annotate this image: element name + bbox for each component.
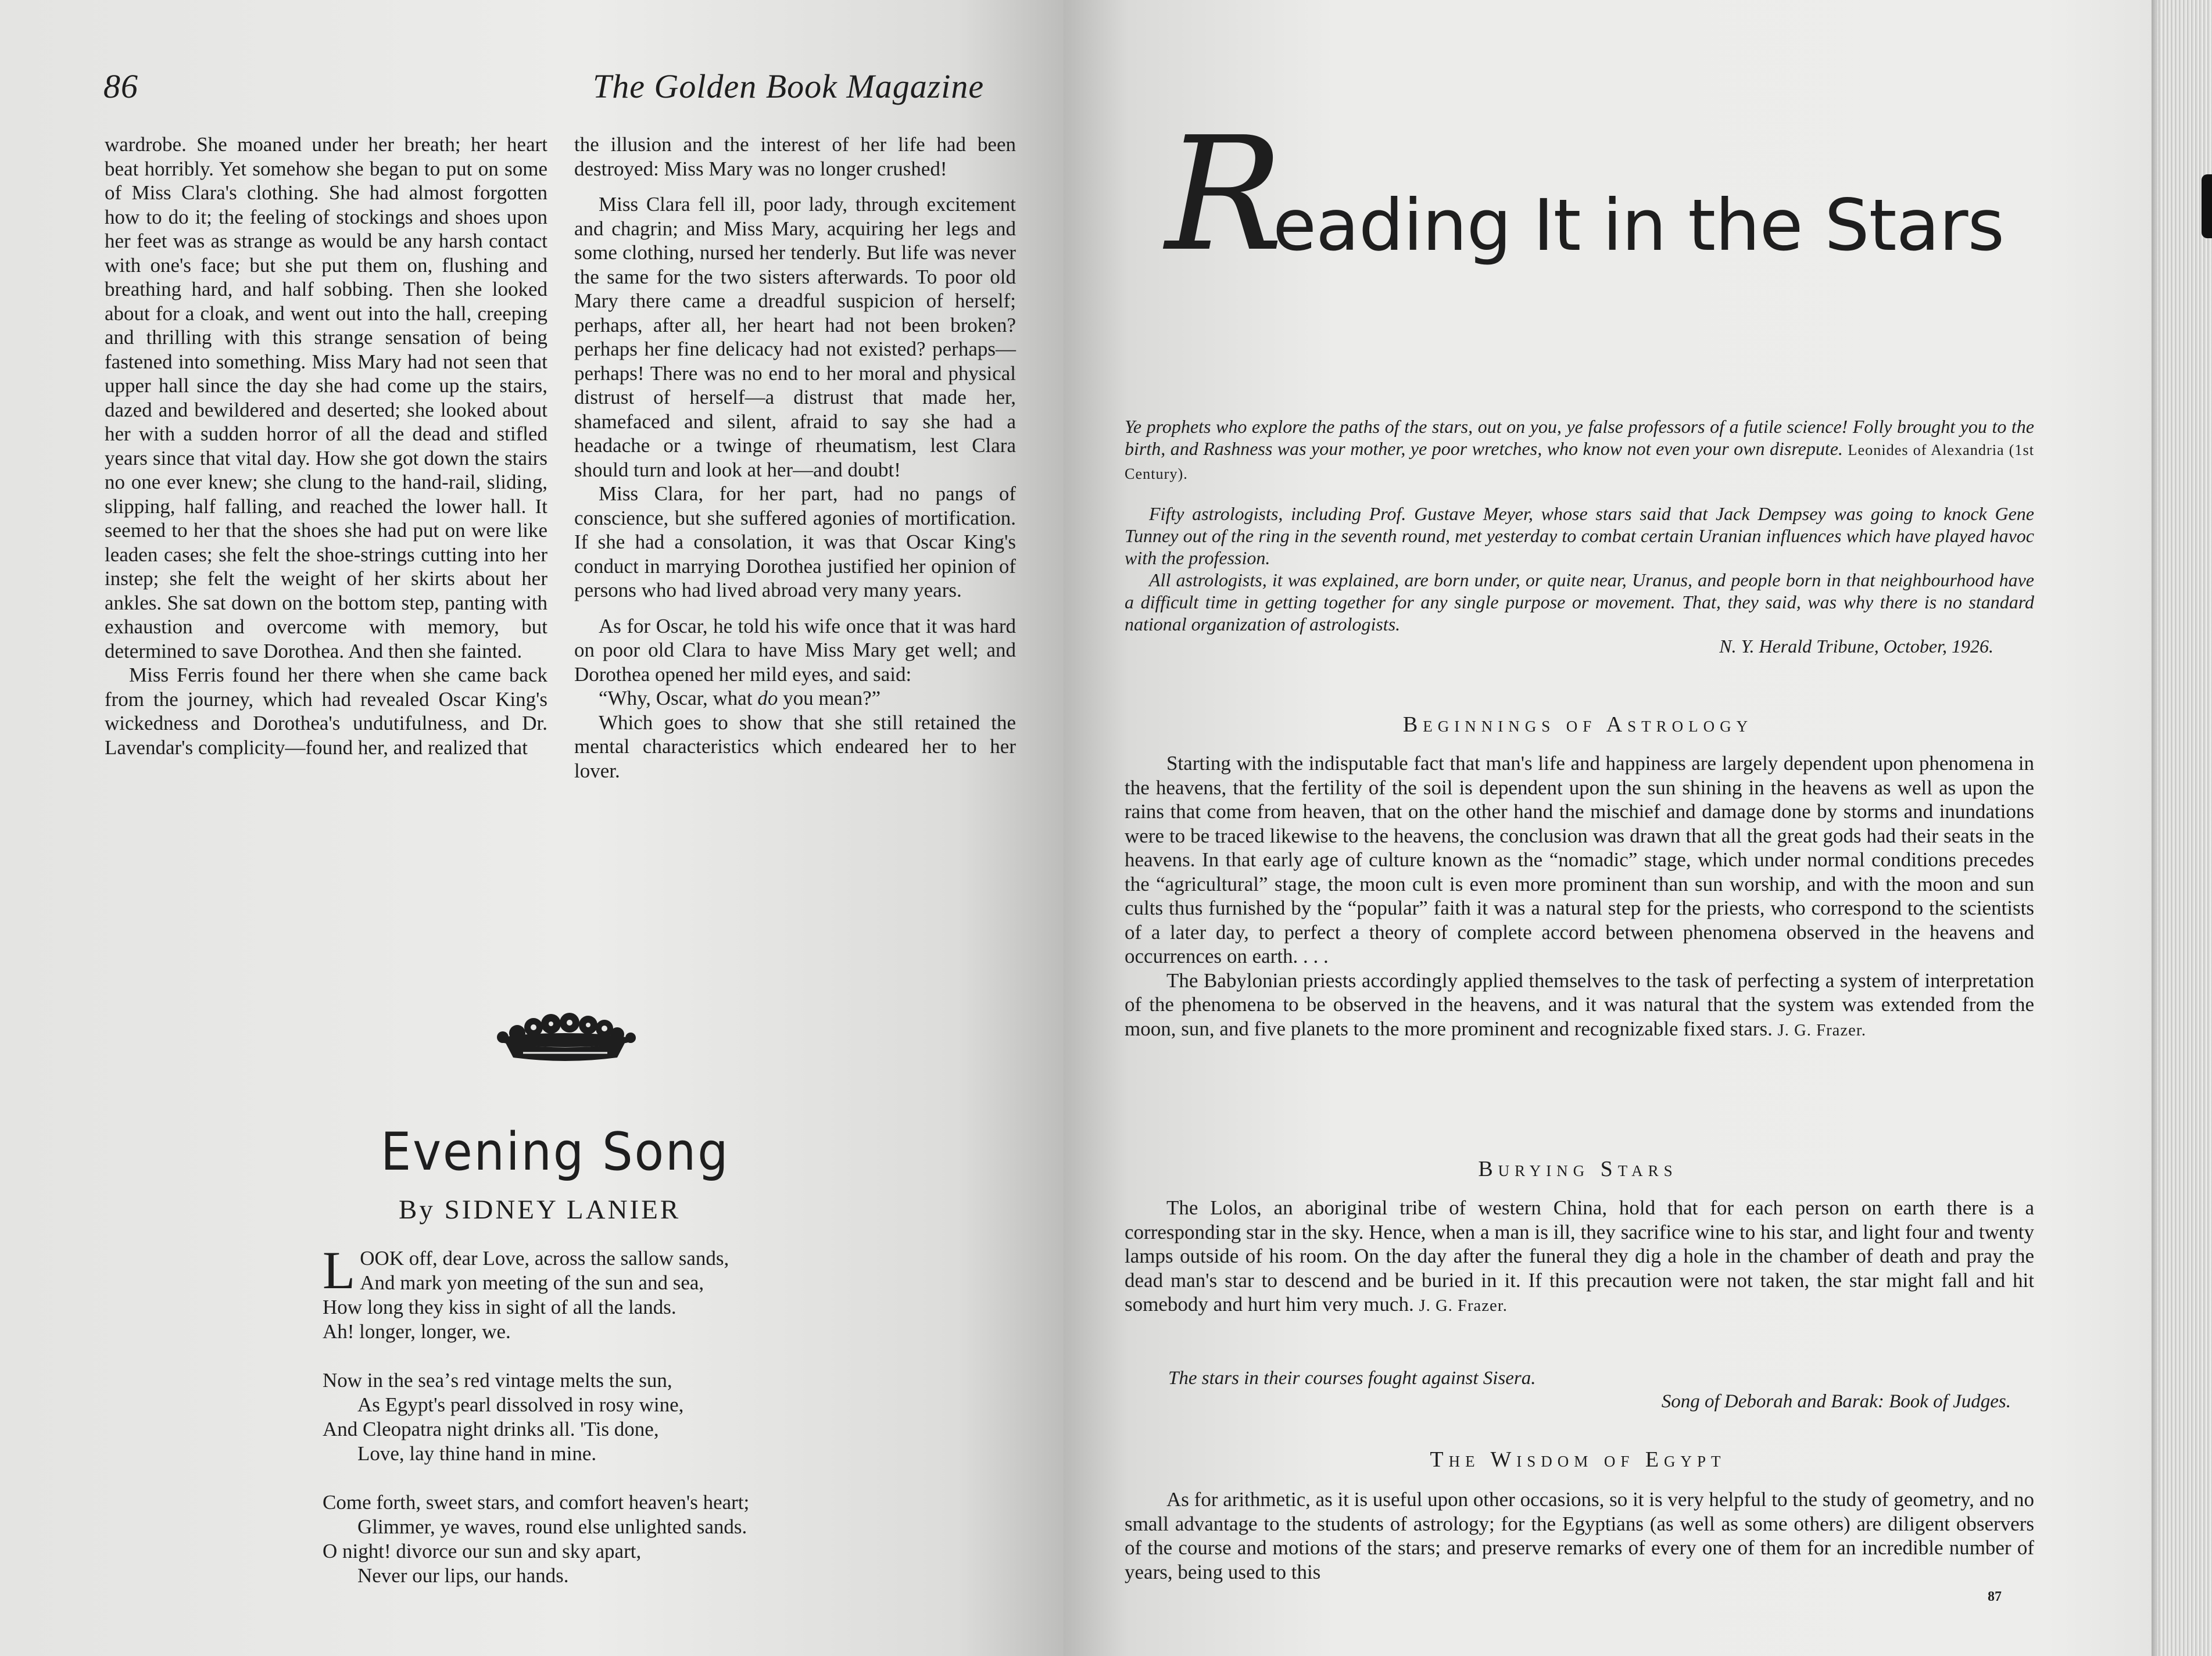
- poem-line: Ah! longer, longer, we.: [323, 1320, 511, 1343]
- right-folio: 87: [1988, 1589, 2002, 1604]
- page-edges: [2156, 0, 2212, 1656]
- body-paragraph: As for arithmetic, as it is useful upon other occasions, so it is very helpful to the study of geometry, and no small advantage to the students of astrology; for the Egyptians (as well as some others) are diligent observers of the course and motions of the stars; and preserve remarks of every one of them for an incredible number of years, being used to this: [1125, 1488, 2034, 1583]
- poem-line: O night! divorce our sun and sky apart,: [323, 1540, 642, 1562]
- body-text: The Lolos, an aboriginal tribe of western China, hold that for each person on earth there is a corresponding star in the sky. Hence, when a man is ill, they sacrifice wine to his star, and light four and twenty lamps outside of his room. On the day after the funeral they dig a hole in the chamber of death and pray the dead man's star to descend and be buried in it. If this precaution were not taken, the star might fall and hit somebody and hurt him very much.: [1125, 1196, 2034, 1316]
- edge-shadow: [2152, 0, 2160, 1656]
- quote-text: The stars in their courses fought against Sisera.: [1168, 1368, 1536, 1389]
- poem-line: Never our lips, our hands.: [357, 1564, 569, 1587]
- dialogue-text: “Why, Oscar, what: [599, 687, 758, 709]
- running-head: The Golden Book Magazine: [593, 67, 985, 105]
- story-column-a: [105, 132, 547, 759]
- title-text: eading It in the Stars: [1273, 184, 2005, 267]
- story-paragraph: Miss Clara fell ill, poor lady, through excitement and chagrin; and Miss Mary, acquiring her legs and some clothing, nursed her tenderly. But life was never the same for the two sisters afterwards. To poor old Mary there came a dreadful suspicion of herself; perhaps, after all, her heart had not been broken? perhaps her fine delicacy had not existed? perhaps—perhaps! There was no end to her moral and physical distrust of herself—a distrust that made her, shamefaced and silent, afraid to say she had a headache or a twinge of rheumatism, lest Clara should turn and look at her—and doubt!: [574, 193, 1016, 481]
- story-paragraph: wardrobe. She moaned under her breath; her heart beat horribly. Yet somehow she began to put on some of Miss Clara's clothing. She had almost forgotten how to do it; the feeling of stockings and shoes upon her feet was as strange as would be any harsh contact with one's face; but she put them on, flushing and breathing hard, and half sobbing. Then she looked about for a cloak, and went out into the hall, creeping and thrilling with this strange sensation of being fastened into something. Miss Mary had not seen that upper hall since the day she had come up the stairs, dazed and bewildered and deserted; she looked about her with a sudden horror of all the dead and stifled years since that vital day. How she got down the stairs no one ever knew; she clung to the hand-rail, sliding, slipping, half falling, and reached the lower hall. It seemed to her that the shoes she had put on were like leaden cases; she felt the shoe-strings cutting into her instep; she felt the weight of her skirts about her ankles. She sat down on the bottom step, panting with exhaustion and overcome with memory, but determined to save Dorothea. And then she fainted.: [105, 133, 547, 662]
- poem-line: As Egypt's pearl dissolved in rosy wine,: [357, 1393, 684, 1416]
- poem-stanza: [323, 1368, 749, 1466]
- section-body: [1125, 1196, 2034, 1318]
- section-heading-text: The Wisdom of Egypt: [1430, 1447, 1726, 1472]
- epigraph-text: All astrologists, it was explained, are born under, or quite near, Uranus, and people born in that neighbourhood have a difficult time in getting together for any single purpose or movement. That, they said, was why there is no standard national organization of astrologists.: [1125, 569, 2034, 635]
- poem-stanza: [323, 1241, 749, 1344]
- poem-line: OOK off, dear Love, across the sallow sands,: [360, 1247, 729, 1270]
- left-page: [0, 0, 1064, 1656]
- source-attribution: J. G. Frazer.: [1777, 1020, 1866, 1040]
- dialogue-emphasis: do: [757, 687, 778, 709]
- judges-quote: [1168, 1367, 2028, 1413]
- dialogue-line: [574, 686, 1016, 711]
- body-paragraph: Starting with the indisputable fact that man's life and happiness are largely dependent upon phenomena in the heavens, that the fertility of the soil is dependent upon the sun shining in the heavens as well as upon the rains that come from heaven, that on the other hand the mischief and damage done by storms and inundations were to be traced likewise to the heavens, the conclusion was drawn that all the great gods had their seats in the heavens. In that early age of culture known as the “nomadic” stage, which under normal conditions precedes the “agricultural” stage, the moon cult is even more prominent than sun worship, and with the moon and sun cults thus furnished by the “popular” faith it was a natural step for the priests, who correspond to the scientists of a later day, to perfect a theory of complete accord between phenomena observed in the heavens and occurrences on earth. . . .: [1125, 752, 2034, 967]
- article-title: [1165, 103, 2037, 286]
- epigraph-leonides: [1125, 415, 2034, 485]
- poem-line: Love, lay thine hand in mine.: [357, 1442, 597, 1465]
- story-paragraph: Miss Clara, for her part, had no pangs of conscience, but she suffered agonies of mortification. If she had a consolation, it was that Oscar King's conduct in marrying Dorothea justified her opinion of persons who had lived abroad very many years.: [574, 482, 1016, 601]
- section-body: [1125, 751, 2034, 1042]
- section-heading: [1125, 1447, 2031, 1472]
- dialogue-text: you mean?”: [778, 687, 881, 709]
- story-column-b: [574, 132, 1016, 783]
- quote-attribution: Song of Deborah and Barak: Book of Judges.: [1661, 1391, 2011, 1412]
- poem-line: And Cleopatra night drinks all. 'Tis done,: [323, 1418, 659, 1440]
- epigraph-text: Ye prophets who explore the paths of the stars, out on you, ye false professors of a futile science! Folly brought you to the birth, and Rashness was your mother, ye poor wretches, who know not even your own disrepute.: [1125, 416, 2034, 459]
- poem-stanza: [323, 1490, 749, 1588]
- story-paragraph: the illusion and the interest of her life had been destroyed: Miss Mary was no longer crushed!: [574, 133, 1016, 180]
- title-initial: R: [1165, 103, 1284, 286]
- section-heading-text: Beginnings of Astrology: [1402, 712, 1753, 737]
- epigraph-herald-tribune: [1125, 503, 2034, 657]
- left-folio: 86: [103, 67, 138, 105]
- story-paragraph: Miss Ferris found her there when she came back from the journey, which had revealed Oscar King's wickedness and Dorothea's undutifulness, and Dr. Lavendar's complicity—found her, and realized that: [105, 664, 547, 759]
- poem-line: Now in the seaʼs red vintage melts the sun,: [323, 1369, 672, 1392]
- body-text: The Babylonian priests accordingly applied themselves to the task of perfecting a system of interpretation of the phenomena to be observed in the heavens, and it was natural that the system was extended from the moon, sun, and five planets to the more prominent and recognizable fixed stars.: [1125, 969, 2034, 1040]
- section-heading: [1125, 1156, 2031, 1182]
- epigraph-attribution: N. Y. Herald Tribune, October, 1926.: [1719, 636, 1993, 657]
- body-paragraph: [1125, 969, 2034, 1043]
- poem-title: Evening Song: [381, 1121, 730, 1182]
- poem-byline: By SIDNEY LANIER: [399, 1195, 681, 1225]
- poem-line: And mark yon meeting of the sun and sea,: [360, 1271, 704, 1294]
- basket-ornament-icon: [482, 1011, 648, 1066]
- body-paragraph: [1125, 1196, 2034, 1318]
- story-paragraph: As for Oscar, he told his wife once that it was hard on poor old Clara to have Miss Mary get well; and Dorothea opened her mild eyes, and said:: [574, 614, 1016, 686]
- section-body: [1125, 1487, 2034, 1584]
- thumb-tab: [2202, 174, 2212, 238]
- poem-line: Come forth, sweet stars, and comfort heaven's heart;: [323, 1491, 750, 1514]
- source-attribution: J. G. Frazer.: [1419, 1296, 1508, 1315]
- epigraph-attribution: Leonides of Alexandria (1st Century).: [1125, 442, 2035, 482]
- section-heading: [1125, 712, 2031, 737]
- poem-line: How long they kiss in sight of all the lands.: [323, 1296, 677, 1318]
- drop-cap: L: [323, 1241, 356, 1300]
- story-paragraph: Which goes to show that she still retained the mental characteristics which endeared her to her lover.: [574, 711, 1016, 782]
- epigraph-text: Fifty astrologists, including Prof. Gustave Meyer, whose stars said that Jack Dempsey was going to knock Gene Tunney out of the ring in the seventh round, met yesterday to combat certain Uranian influences which have played havoc with the profession.: [1125, 503, 2034, 568]
- poem-body: [323, 1241, 750, 1588]
- section-heading-text: Burying Stars: [1478, 1157, 1678, 1181]
- poem-line: Glimmer, ye waves, round else unlighted sands.: [357, 1515, 747, 1538]
